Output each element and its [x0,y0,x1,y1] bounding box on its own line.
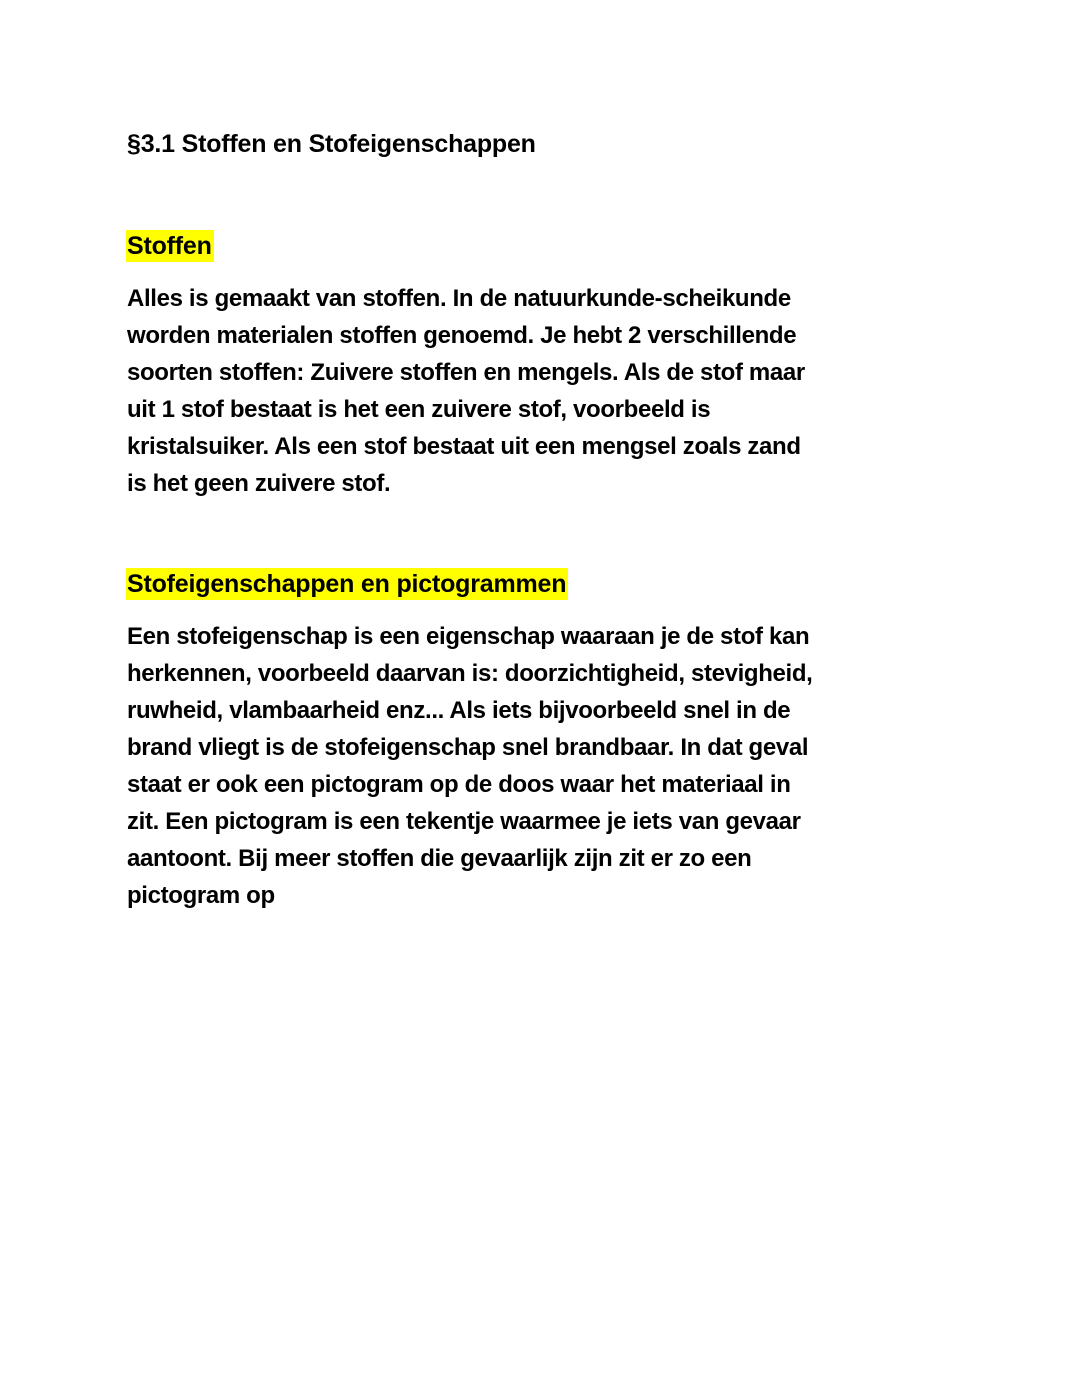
text-line: staat er ook een pictogram op de doos waar het materiaal in [127,771,791,798]
text-line: kristalsuiker. Als een stof bestaat uit een mengsel zoals zand [127,433,801,460]
text-line: Een stofeigenschap is een eigenschap waaraan je de stof kan [127,623,810,650]
text-line: pictogram op [127,882,275,909]
section-heading-stoffen: Stoffen [127,232,212,260]
text-line: brand vliegt is de stofeigenschap snel brandbaar. In dat geval [127,734,809,761]
text-line: herkennen, voorbeeld daarvan is: doorzichtigheid, stevigheid, [127,660,813,687]
text-line: zit. Een pictogram is een tekentje waarmee je iets van gevaar [127,808,801,835]
text-line: worden materialen stoffen genoemd. Je hebt 2 verschillende [127,322,797,349]
text-line: uit 1 stof bestaat is het een zuivere stof, voorbeeld is [127,396,711,423]
paragraph-stofeigenschappen [127,618,957,914]
text-line: soorten stoffen: Zuivere stoffen en mengels. Als de stof maar [127,359,805,386]
paragraph-stoffen [127,280,957,502]
text-line: is het geen zuivere stof. [127,470,391,497]
text-line: ruwheid, vlambaarheid enz... Als iets bijvoorbeeld snel in de [127,697,791,724]
section-heading-stofeigenschappen: Stofeigenschappen en pictogrammen [127,570,567,598]
page-title: §3.1 Stoffen en Stofeigenschappen [127,130,536,158]
text-line: Alles is gemaakt van stoffen. In de natuurkunde-scheikunde [127,285,791,312]
text-line: aantoont. Bij meer stoffen die gevaarlijk zijn zit er zo een [127,845,752,872]
